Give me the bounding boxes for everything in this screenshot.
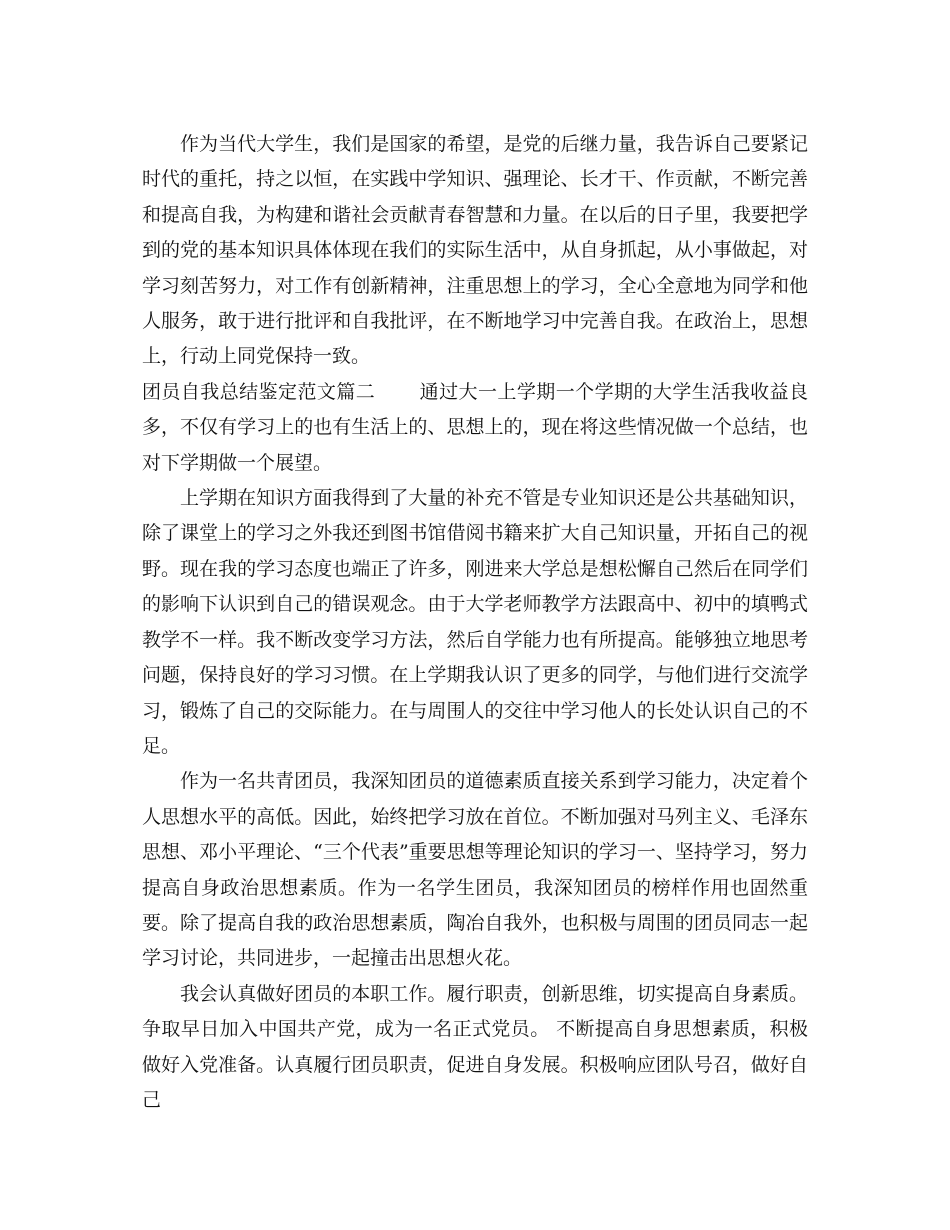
document-body [142, 127, 808, 1118]
paragraph-4: 我会认真做好团员的本职工作。履行职责，创新思维，切实提高自身素质。争取早日加入中国共产党，成为一名正式党员。 不断提高自身思想素质，积极做好入党准备。认真履行团员职责，促进自身发展。积极响应团队号召，做好自己 [142, 982, 808, 1111]
paragraph-3: 作为一名共青团员，我深知团员的道德素质直接关系到学习能力，决定着个人思想水平的高低。因此，始终把学习放在首位。不断加强对马列主义、毛泽东思想、邓小平理论、“三个代表”重要思想等理论知识的学习一、坚持学习，努力提高自身政治思想素质。作为一名学生团员，我深知团员的榜样作用也固然重要。除了提高自我的政治思想素质，陶冶自我外，也积极与周围的团员同志一起学习讨论，共同进步，一起撞击出思想火花。 [142, 770, 808, 970]
section-heading-line [142, 375, 808, 481]
paragraph-1: 作为当代大学生，我们是国家的希望，是党的后继力量，我告诉自己要紧记时代的重托，持之以恒，在实践中学知识、强理论、长才干、作贡献，不断完善和提高自我，为构建和谐社会贡献青春智慧和力量。在以后的日子里，我要把学到的党的基本知识具体体现在我们的实际生活中，从自身抓起，从小事做起，对学习刻苦努力，对工作有创新精神，注重思想上的学习，全心全意地为同学和他人服务，敢于进行批评和自我批评，在不断地学习中完善自我。在政治上，思想上，行动上同党保持一致。 [142, 133, 808, 368]
paragraph-2: 上学期在知识方面我得到了大量的补充不管是专业知识还是公共基础知识，除了课堂上的学习之外我还到图书馆借阅书籍来扩大自己知识量，开拓自己的视野。现在我的学习态度也端正了许多，刚进来大学总是想松懈自己然后在同学们的影响下认识到自己的错误观念。由于大学老师教学方法跟高中、初中的填鸭式教学不一样。我不断改变学习方法，然后自学能力也有所提高。能够独立地思考问题，保持良好的学习习惯。在上学期我认识了更多的同学，与他们进行交流学习，锻炼了自己的交际能力。在与周围人的交往中学习他人的长处认识自己的不足。 [142, 487, 808, 757]
section-intro: 通过大一上学期一个学期的大学生活我收益良多，不仅有学习上的也有生活上的、思想上的，现在将这些情况做一个总结，也对下学期做一个展望。 [142, 380, 808, 474]
section-title: 团员自我总结鉴定范文篇二 [142, 380, 376, 403]
